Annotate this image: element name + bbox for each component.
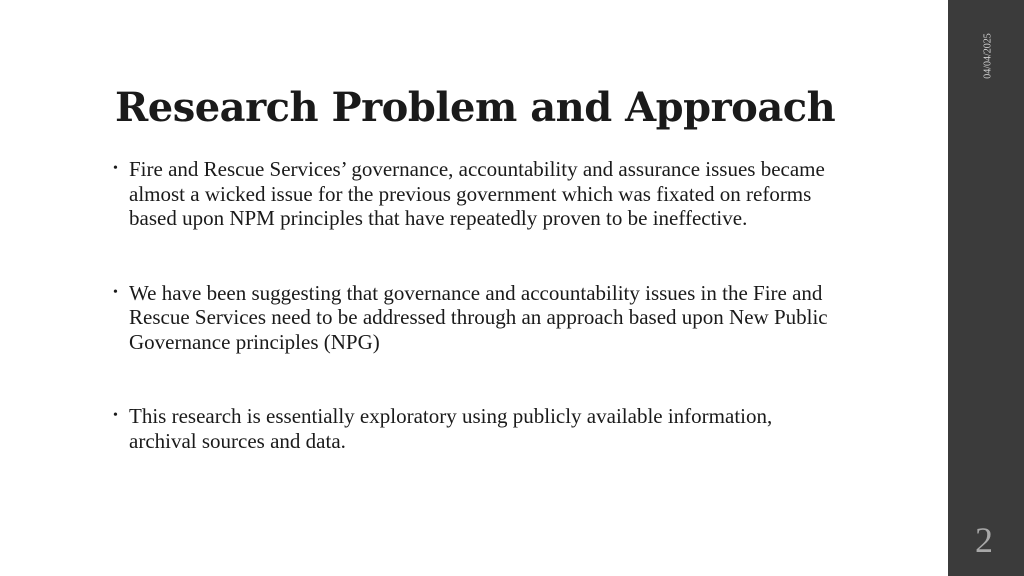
- sidebar-panel: [948, 0, 1024, 576]
- bullet-icon: •: [113, 284, 118, 300]
- slide-date: 04/04/2025: [982, 33, 994, 79]
- bullet-item: [113, 281, 833, 355]
- bullet-item: [113, 404, 833, 453]
- bullet-item: [113, 157, 833, 231]
- bullet-icon: •: [113, 161, 118, 176]
- bullet-text: This research is essentially exploratory using publicly available information, archival sources and data.: [129, 404, 773, 453]
- page-number: 2: [975, 520, 993, 560]
- slide-title: Research Problem and Approach: [115, 84, 836, 131]
- bullet-icon: •: [113, 408, 118, 423]
- bullet-text: Fire and Rescue Services’ governance, accountability and assurance issues became almost a wicked issue for the previous government which was fixated on reforms based upon NPM principles that have repeatedly proven to be ineffective.: [129, 157, 825, 230]
- bullet-text: We have been suggesting that governance and accountability issues in the Fire and Rescue Services need to be addressed through an approach based upon New Public Governance principles (NPG): [129, 280, 828, 354]
- bullet-list: [113, 157, 833, 453]
